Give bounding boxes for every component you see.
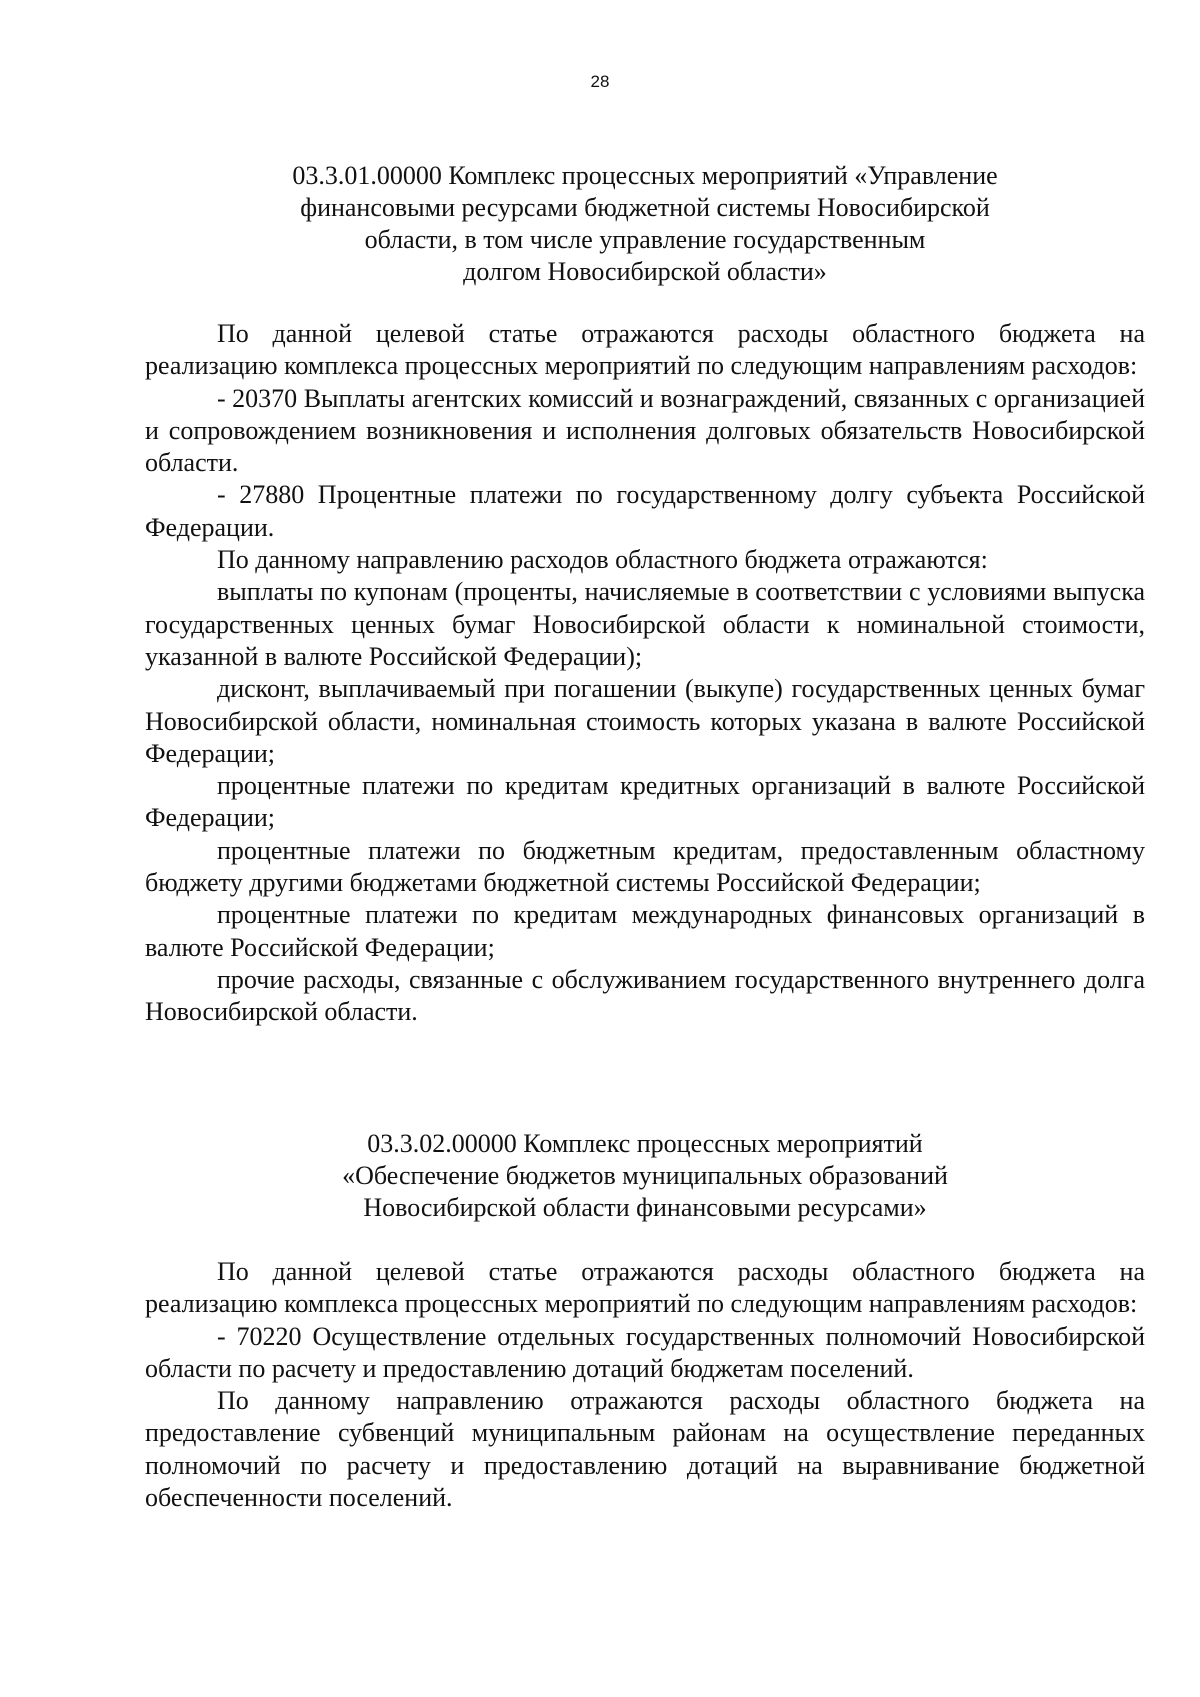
heading-line: финансовыми ресурсами бюджетной системы Новосибирской — [300, 193, 990, 222]
paragraph: выплаты по купонам (проценты, начисляемые в соответствии с условиями выпуска государственных ценных бумаг Новосибирской области к номинальной стоимости, указанной в валюте Российской Федерации); — [145, 577, 1145, 671]
heading-line: области, в том числе управление государственным — [364, 225, 926, 254]
paragraph: - 70220 Осуществление отдельных государственных полномочий Новосибирской области по расчету и предоставлению дотаций бюджетам поселений. — [145, 1321, 1145, 1383]
section-1-heading — [145, 160, 1145, 288]
paragraph: - 27880 Процентные платежи по государственному долгу субъекта Российской Федерации. — [145, 480, 1145, 542]
paragraph: - 20370 Выплаты агентских комиссий и вознаграждений, связанных с организацией и сопровождением возникновения и исполнения долговых обязательств Новосибирской области. — [145, 383, 1145, 478]
section-2-body — [145, 1256, 1145, 1514]
page-number: 28 — [590, 72, 610, 91]
section-2-heading — [145, 1128, 1145, 1224]
section-1-body — [145, 318, 1145, 1029]
paragraph: процентные платежи по кредитам кредитных организаций в валюте Российской Федерации; — [145, 771, 1145, 833]
paragraph: По данной целевой статье отражаются расходы областного бюджета на реализацию комплекса процессных мероприятий по следующим направлениям расходов: — [145, 1257, 1145, 1319]
paragraph: процентные платежи по бюджетным кредитам, предоставленным областному бюджету другими бюджетами бюджетной системы Российской Федерации; — [145, 835, 1145, 898]
heading-line: Новосибирской области финансовыми ресурсами» — [363, 1193, 927, 1222]
heading-line: 03.3.01.00000 Комплекс процессных мероприятий «Управление — [292, 161, 998, 190]
heading-line: «Обеспечение бюджетов муниципальных образований — [342, 1161, 948, 1190]
paragraph: прочие расходы, связанные с обслуживанием государственного внутреннего долга Новосибирской области. — [145, 964, 1145, 1027]
heading-line: долгом Новосибирской области» — [463, 257, 827, 286]
paragraph: процентные платежи по кредитам международных финансовых организаций в валюте Российской Федерации; — [145, 900, 1145, 962]
heading-line: 03.3.02.00000 Комплекс процессных мероприятий — [367, 1129, 923, 1158]
paragraph: По данному направлению расходов областного бюджета отражаются: — [217, 545, 988, 575]
paragraph: По данному направлению отражаются расходы областного бюджета на предоставление субвенций муниципальным районам на осуществление переданных полномочий по расчету и предоставлению дотаций на выравнивание бюджетной обеспеченности поселений. — [145, 1386, 1145, 1513]
paragraph: дисконт, выплачиваемый при погашении (выкупе) государственных ценных бумаг Новосибирской области, номинальная стоимость которых указана в валюте Российской Федерации; — [145, 674, 1145, 768]
paragraph: По данной целевой статье отражаются расходы областного бюджета на реализацию комплекса процессных мероприятий по следующим направлениям расходов: — [145, 319, 1145, 381]
